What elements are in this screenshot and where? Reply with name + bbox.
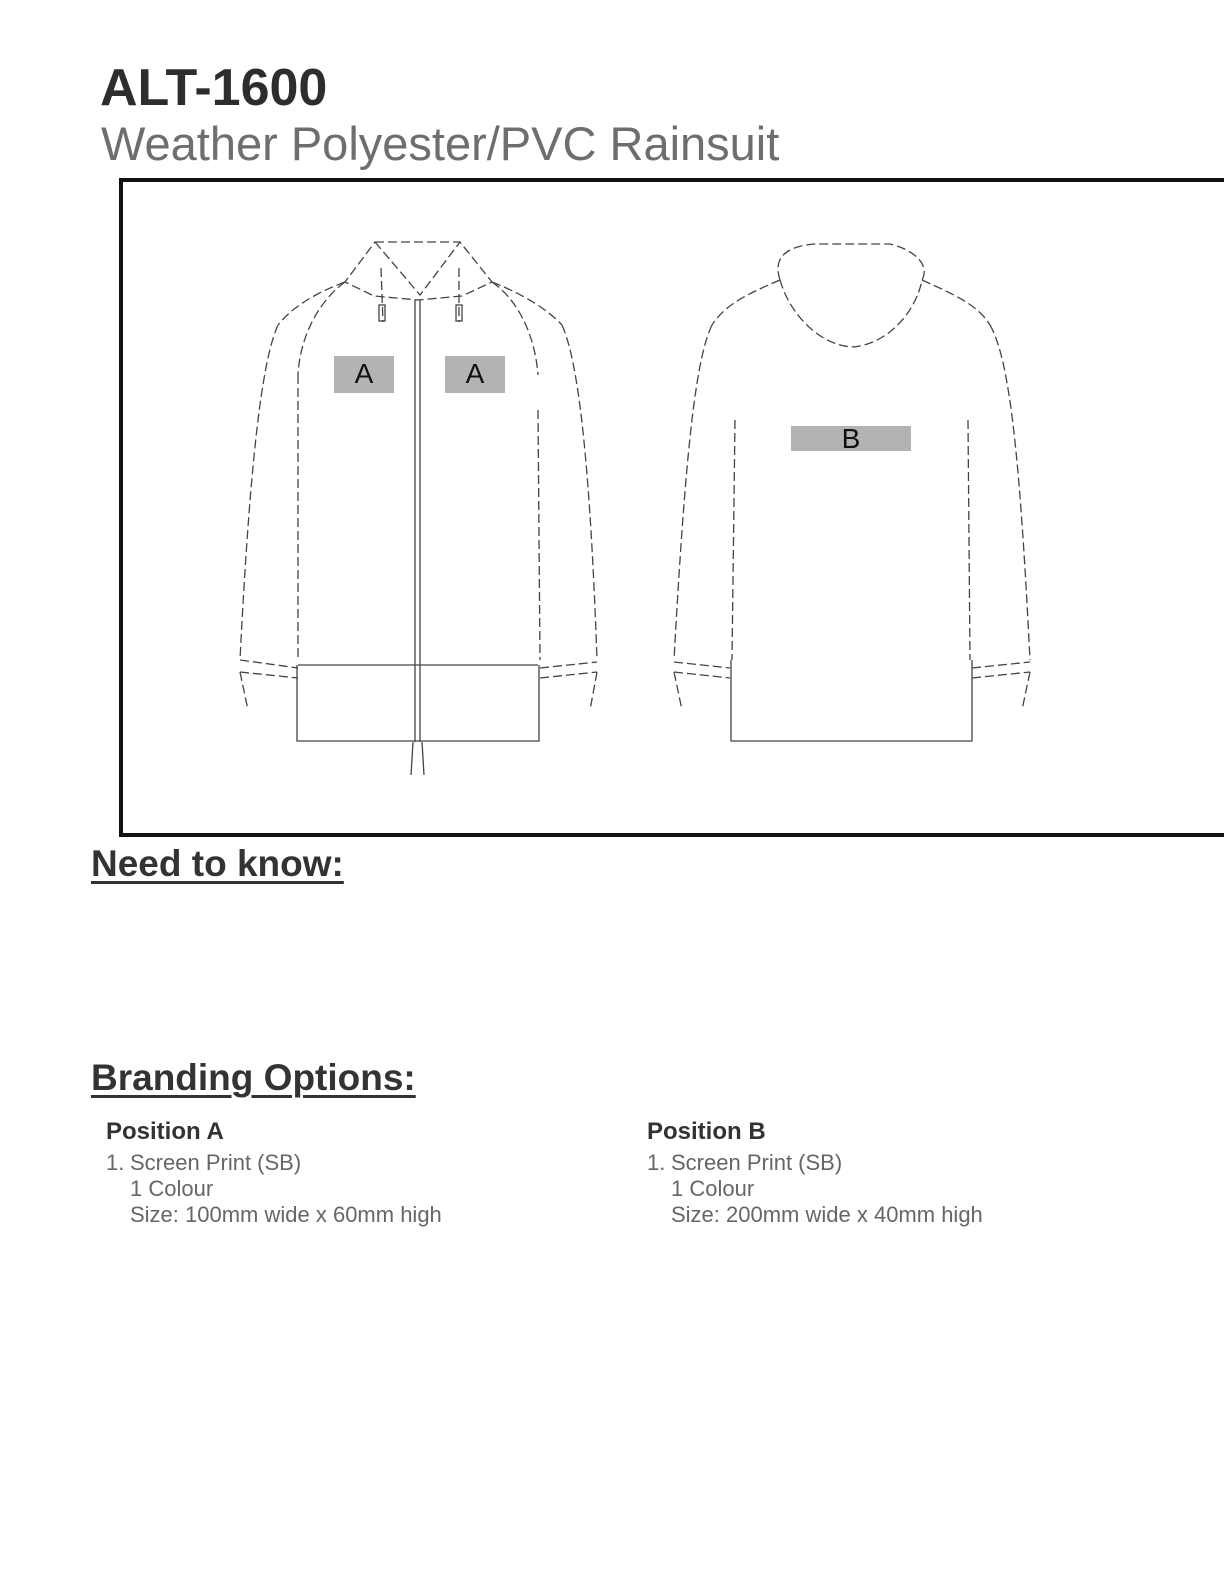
position-b-title: Position B bbox=[647, 1118, 766, 1145]
product-code: ALT-1600 bbox=[100, 59, 328, 117]
colour-count: 1 Colour bbox=[671, 1176, 755, 1201]
back-jacket-outline bbox=[674, 244, 1030, 710]
branding-options-heading: Branding Options: bbox=[91, 1057, 416, 1098]
position-a-right-marker: A bbox=[445, 356, 505, 393]
print-size: Size: 100mm wide x 60mm high bbox=[130, 1202, 442, 1227]
colour-count: 1 Colour bbox=[130, 1176, 214, 1201]
garment-illustration-frame bbox=[119, 178, 1224, 837]
print-method: Screen Print (SB) bbox=[671, 1150, 843, 1175]
list-number: 1. bbox=[106, 1150, 125, 1175]
position-a-title: Position A bbox=[106, 1118, 224, 1145]
front-jacket-outline bbox=[240, 242, 597, 710]
position-b-marker: B bbox=[791, 426, 911, 451]
print-size: Size: 200mm wide x 40mm high bbox=[671, 1202, 983, 1227]
print-method: Screen Print (SB) bbox=[130, 1150, 302, 1175]
position-a-details bbox=[106, 1150, 442, 1228]
need-to-know-heading: Need to know: bbox=[91, 843, 344, 884]
list-number: 1. bbox=[647, 1150, 666, 1175]
product-name: Weather Polyester/PVC Rainsuit bbox=[101, 117, 780, 170]
position-a-left-marker: A bbox=[334, 356, 394, 393]
position-b-details bbox=[647, 1150, 983, 1228]
